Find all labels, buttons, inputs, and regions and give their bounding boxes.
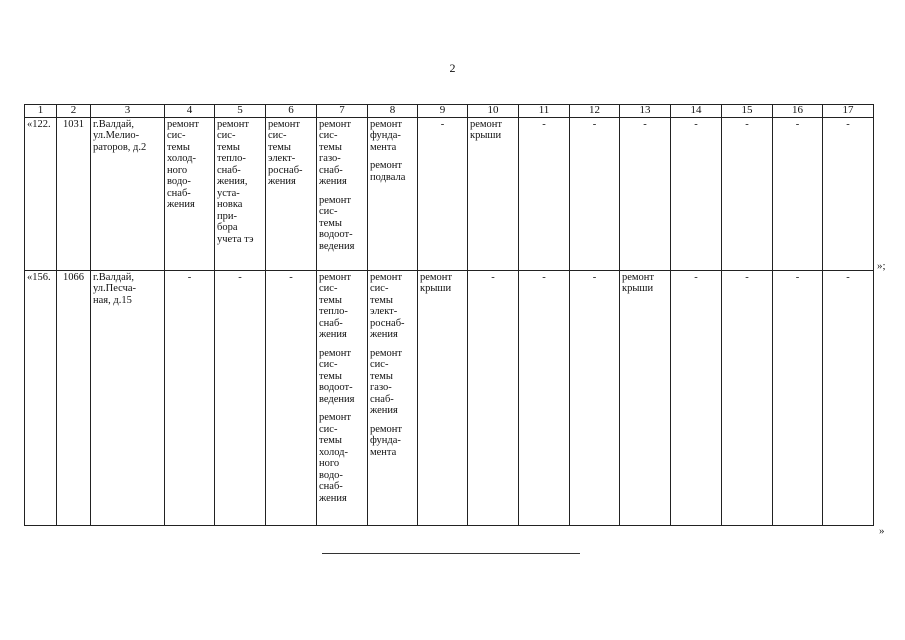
table-cell	[773, 117, 823, 270]
row-closing-quote: »;	[877, 260, 886, 272]
cell-text: -	[643, 118, 647, 130]
cell-text: ремонт крыши	[420, 271, 453, 294]
column-header: 5	[215, 105, 266, 118]
table-cell	[620, 270, 671, 525]
table-cell	[570, 270, 620, 525]
cell-text: ремонт сис- темы тепло- снаб- жения, уста- новка при- бора учета тэ	[217, 118, 254, 245]
column-header: 7	[317, 105, 368, 118]
cell-text: -	[491, 271, 495, 283]
cell-text: ремонт фунда- мента	[370, 118, 403, 153]
table-cell	[671, 117, 722, 270]
column-header: 1	[25, 105, 57, 118]
table-cell	[317, 117, 368, 270]
cell-text: -	[542, 271, 546, 283]
table-cell	[773, 270, 823, 525]
cell-text: -	[846, 118, 850, 130]
divider-line	[322, 553, 580, 554]
cell-text: -	[187, 271, 192, 283]
column-header: 4	[165, 105, 215, 118]
cell-text: -	[846, 271, 850, 283]
cell-text: -	[238, 271, 242, 283]
column-header: 13	[620, 105, 671, 118]
column-header: 12	[570, 105, 620, 118]
cell-text: ремонт сис- темы газо- снаб- жения	[370, 347, 403, 416]
cell-text: ремонт сис- темы водоот- ведения	[319, 194, 355, 252]
cell-text: ремонт сис- темы водоот- ведения	[319, 347, 355, 405]
column-header: 11	[519, 105, 570, 118]
table-row	[25, 270, 874, 525]
cell-text: ремонт крыши	[470, 118, 503, 141]
column-header: 15	[722, 105, 773, 118]
table-cell	[165, 270, 215, 525]
table-cell	[468, 270, 519, 525]
cell-text: ремонт крыши	[622, 271, 655, 294]
table-cell	[266, 270, 317, 525]
page-number: 2	[449, 61, 456, 75]
table-cell	[519, 117, 570, 270]
table-cell	[671, 270, 722, 525]
table-cell	[468, 117, 519, 270]
cell-text: -	[592, 118, 597, 130]
table-cell	[368, 270, 418, 525]
cell-text: ремонт сис- темы холод- ного водо- снаб- жения	[167, 118, 200, 210]
table-cell	[823, 270, 874, 525]
table-cell	[165, 117, 215, 270]
cell-text: ремонт сис- темы газо- снаб- жения	[319, 118, 352, 187]
cell-text: ремонт фунда- мента	[370, 423, 403, 458]
column-header: 9	[418, 105, 468, 118]
table-cell	[722, 117, 773, 270]
table-cell	[519, 270, 570, 525]
column-header: 17	[823, 105, 874, 118]
table-cell	[266, 117, 317, 270]
column-header: 6	[266, 105, 317, 118]
column-header: 14	[671, 105, 722, 118]
table-cell	[91, 117, 165, 270]
cell-text: «122.	[27, 118, 51, 130]
table-cell	[57, 117, 91, 270]
table-row	[25, 117, 874, 270]
row-closing-quote: »	[879, 525, 885, 537]
cell-text: ремонт сис- темы элект- роснаб- жения	[268, 118, 303, 187]
cell-text: -	[745, 118, 749, 130]
table-cell	[25, 117, 57, 270]
table-cell	[25, 270, 57, 525]
cell-text: 1031	[63, 118, 84, 130]
table-cell	[317, 270, 368, 525]
table-cell	[368, 117, 418, 270]
table-cell	[215, 270, 266, 525]
cell-text: ремонт подвала	[370, 160, 406, 183]
cell-text: ремонт сис- темы тепло- снаб- жения	[319, 271, 352, 340]
cell-text: -	[694, 118, 698, 130]
table-cell	[620, 117, 671, 270]
cell-text: «156.	[27, 271, 51, 283]
cell-text: -	[694, 271, 698, 283]
table-cell	[57, 270, 91, 525]
cell-text: г.Валдай, ул.Мелио- раторов, д.2	[93, 118, 147, 153]
cell-text: ремонт сис- темы элект- роснаб- жения	[370, 271, 405, 340]
column-header: 3	[91, 105, 165, 118]
column-header: 16	[773, 105, 823, 118]
cell-text: -	[745, 271, 749, 283]
cell-text: ремонт сис- темы холод- ного водо- снаб- жения	[319, 412, 352, 504]
table-cell	[418, 117, 468, 270]
cell-text: г.Валдай, ул.Песча- ная, д.15	[93, 271, 137, 306]
repair-schedule-table	[24, 104, 874, 526]
cell-text: -	[542, 118, 546, 130]
table-cell	[91, 270, 165, 525]
cell-text: -	[795, 271, 800, 283]
table-cell	[215, 117, 266, 270]
header-row	[25, 105, 874, 118]
column-header: 8	[368, 105, 418, 118]
table-cell	[823, 117, 874, 270]
table-cell	[722, 270, 773, 525]
cell-text: -	[592, 271, 597, 283]
cell-text: -	[289, 271, 293, 283]
table-cell	[570, 117, 620, 270]
table-cell	[418, 270, 468, 525]
cell-text: -	[795, 118, 800, 130]
column-header: 2	[57, 105, 91, 118]
cell-text: 1066	[63, 271, 84, 283]
cell-text: -	[440, 118, 445, 130]
column-header: 10	[468, 105, 519, 118]
